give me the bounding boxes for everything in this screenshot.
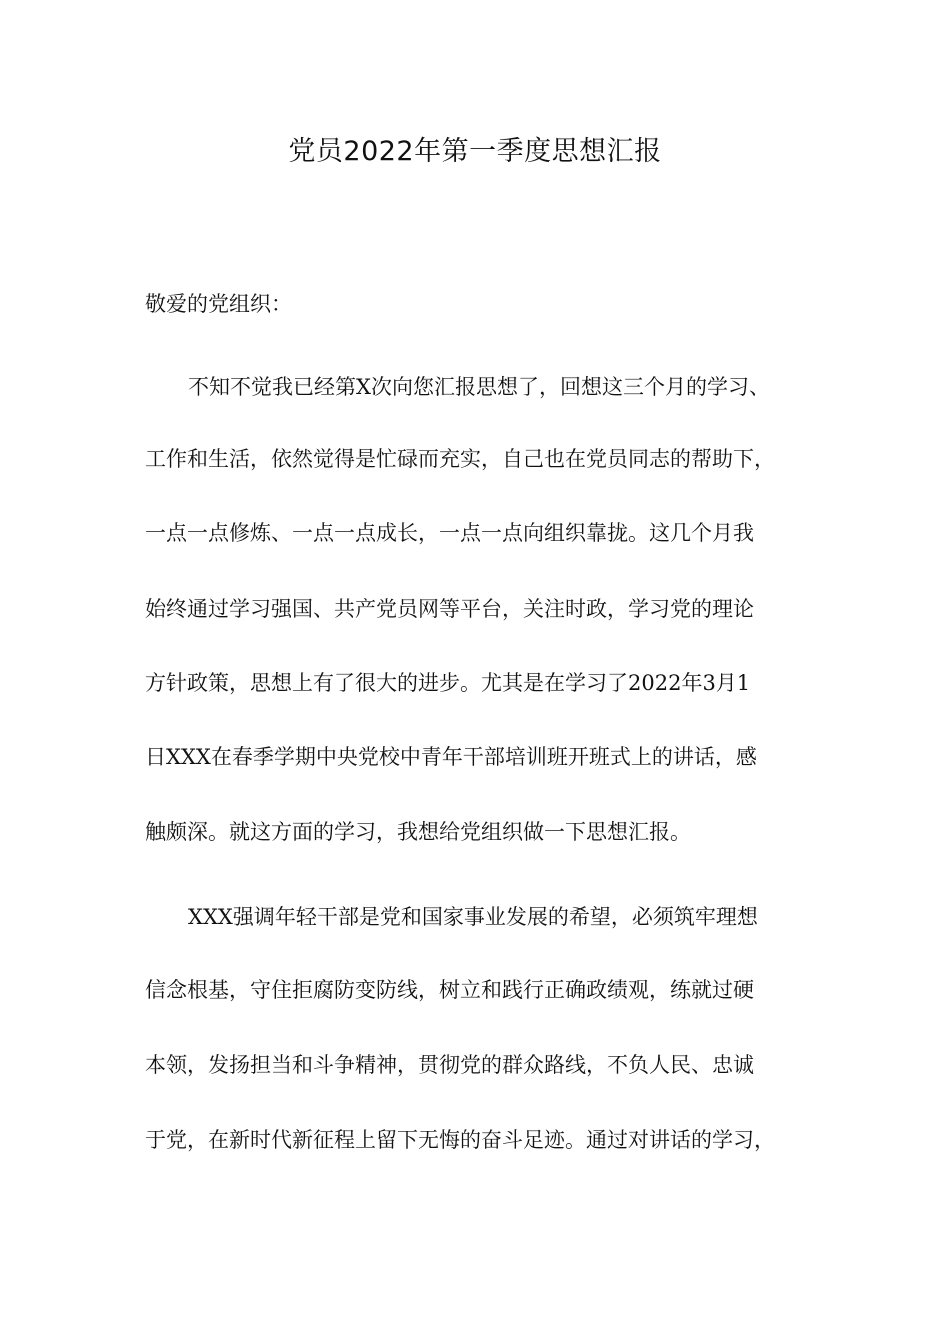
paragraph-1-line: 触颇深。就这方面的学习，我想给党组织做一下思想汇报。 <box>145 820 691 844</box>
paragraph-2-line: XXX强调年轻干部是党和国家事业发展的希望，必须筑牢理想 <box>188 905 758 929</box>
paragraph-2-line: 于党，在新时代新征程上留下无悔的奋斗足迹。通过对讲话的学习， <box>145 1128 775 1152</box>
paragraph-1-line: 工作和生活，依然觉得是忙碌而充实，自己也在党员同志的帮助下， <box>145 447 775 471</box>
salutation: 敬爱的党组织： <box>145 292 292 316</box>
paragraph-1-line: 日XXX在春季学期中央党校中青年干部培训班开班式上的讲话，感 <box>145 745 757 769</box>
paragraph-2-line: 本领，发扬担当和斗争精神，贯彻党的群众路线，不负人民、忠诚 <box>145 1053 754 1077</box>
document-title: 党员2022年第一季度思想汇报 <box>288 136 662 167</box>
paragraph-1-line: 始终通过学习强国、共产党员网等平台，关注时政，学习党的理论 <box>145 597 754 621</box>
paragraph-1-line: 方针政策，思想上有了很大的进步。尤其是在学习了2022年3月1 <box>145 671 751 695</box>
paragraph-1-line: 不知不觉我已经第X次向您汇报思想了，回想这三个月的学习、 <box>188 375 770 399</box>
paragraph-1-line: 一点一点修炼、一点一点成长，一点一点向组织靠拢。这几个月我 <box>145 521 754 545</box>
paragraph-2-line: 信念根基，守住拒腐防变防线，树立和践行正确政绩观，练就过硬 <box>145 978 754 1002</box>
